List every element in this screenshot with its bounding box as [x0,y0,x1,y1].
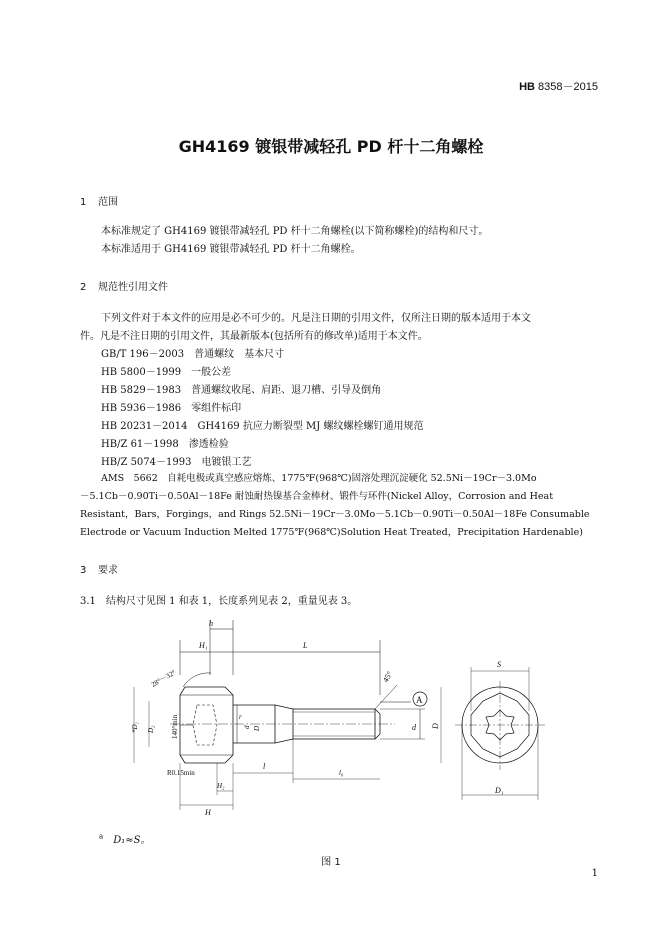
section-1-paragraph-1: 本标准规定了 GH4169 镀银带减轻孔 PD 杆十二角螺栓(以下简称螺栓)的结构和尺寸。 [101,226,489,237]
footnote: $^a$ D₁≈S。 [99,832,151,846]
dim-l-label: L [303,641,308,650]
dim-h2-label: H₂ [217,782,225,790]
ams-reference-line-4: Electrode or Vacuum Induction Melted 1775℉(968℃)Solution Heat Treated，Precipitation Hardenable) [80,527,583,538]
dim-d1-label: *D₁ [131,722,139,733]
radius-r-label: r [239,713,242,721]
reference-item: HB 5800－1999 一般公差 [101,367,232,378]
section-1-paragraph-2: 本标准适用于 GH4169 镀银带减轻孔 PD 杆十二角螺栓。 [101,244,361,255]
ams-reference-line-1: AMS 5662 自耗电极或真空感应熔炼、1775℉(968℃)固溶处理沉淀硬化 52.5Ni－19Cr－3.0Mo [101,473,537,484]
bolt-drawing [125,615,565,825]
tip-angle-label: 45° [380,669,395,684]
ams-reference-line-3: Resistant，Bars，Forgings，and Rings 52.5Ni－19Cr－3.0Mo－5.1Cb－0.90Ti－0.50Al－18Fe Consumable [80,509,590,520]
dim-d-label: d [412,723,416,732]
dim-h-label: h [209,619,213,628]
dim-d-shank-label: D [253,725,261,731]
dim-l0-label: l₀ [339,769,344,777]
figure-caption: 图 1 [321,857,341,868]
dim-big-h-label: H [205,808,211,817]
head-angle-label: 28°～32° [150,668,178,689]
section-2-intro-line-2: 件。凡是不注日期的引用文件，其最新版本(包括所有的修改单)适用于本文件。 [80,331,428,342]
datum-a-label: A [416,695,423,705]
reference-item: HB 5936－1986 零组件标印 [101,403,242,414]
dim-d2-label: D₂ [147,725,155,733]
document-title: GH4169 镀银带减轻孔 PD 杆十二角螺栓 [178,137,484,156]
reference-item: HB 5829－1983 普通螺纹收尾、肩距、退刀槽、引导及倒角 [101,385,382,396]
dim-small-l-label: l [263,762,266,771]
reference-item: GB/T 196－2003 普通螺纹 基本尺寸 [101,349,285,360]
dim-dk-label: D₁ [495,786,504,795]
standard-code-header: HB 8358－2015 [519,81,598,93]
dim-d-small-label: d [243,725,251,729]
section-1-heading: 1 范围 [80,197,118,208]
reference-item: HB 20231－2014 GH4169 抗应力断裂型 MJ 螺纹螺栓螺钉通用规范 [101,421,424,432]
clause-3-1: 3.1 结构尺寸见图 1 和表 1，长度系列见表 2，重量见表 3。 [80,596,358,607]
section-3-heading: 3 要求 [80,565,118,576]
hole-angle-label: 140°min [171,714,179,739]
section-2-intro-line-1: 下列文件对于本文件的应用是必不可少的。凡是注日期的引用文件，仅所注日期的版本适用于本文 [101,313,531,324]
dim-s-label: S [497,660,501,669]
reference-item: HB/Z 5074－1993 电镀银工艺 [101,457,252,468]
page-number: 1 [591,868,598,879]
section-2-heading: 2 规范性引用文件 [80,282,168,293]
dim-big-d-label: D [431,723,440,729]
reference-item: HB/Z 61－1998 渗透检验 [101,439,229,450]
radius-r015-label: R0.15min [167,769,195,777]
dim-h1-label: H₁ [199,641,208,650]
ams-reference-line-2: －5.1Cb－0.90Ti－0.50Al－18Fe 耐蚀耐热镍基合金棒材、锻件与环件(Nickel Alloy，Corrosion and Heat [80,491,554,502]
